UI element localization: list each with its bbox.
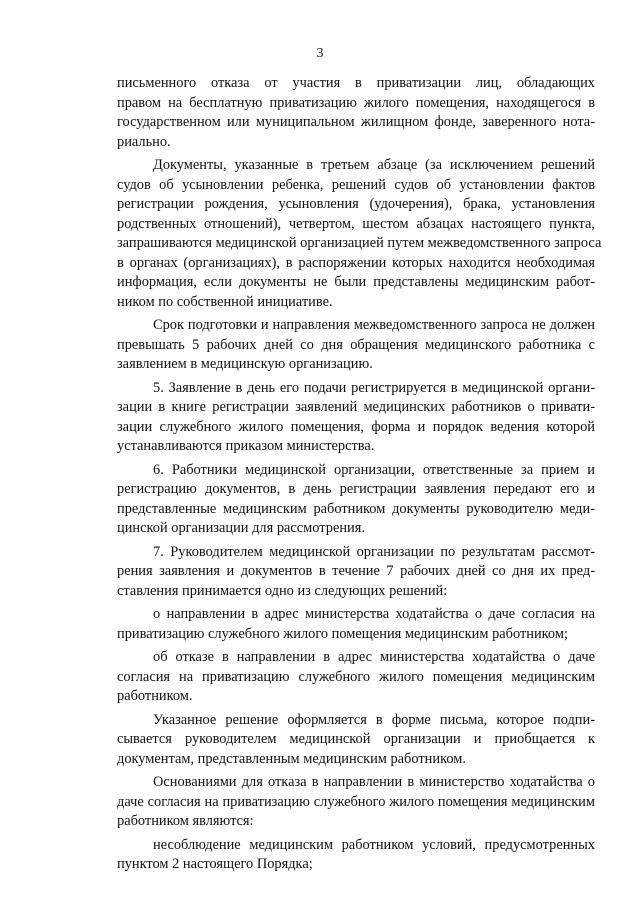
text-line: государственном или муниципальном жилищном фонде, заверенного нота-: [117, 114, 595, 130]
text-line: Документы, указанные в третьем абзаце (за исключением решений: [153, 157, 595, 173]
text-line: об отказе в направлении в адрес министерства ходатайства о даче: [153, 649, 595, 665]
text-line: согласия на приватизацию служебного жилого помещения медицинским: [117, 668, 595, 685]
text-line: зации служебного жилого помещения, форма и порядок ведения которой: [117, 418, 595, 435]
page-number: 3: [316, 46, 324, 61]
paragraph: [117, 711, 595, 770]
text-line: несоблюдение медицинским работником условий, предусмотренных: [153, 836, 595, 853]
text-line: цинской организации для рассмотрения.: [117, 520, 365, 536]
text-line: письменного отказа от участия в приватизации лиц, обладающих: [117, 75, 595, 91]
text-line: судов об усыновлении ребенка, решений судов об установлении фактов: [117, 176, 595, 193]
text-line: 7. Руководителем медицинской организации по результатам рассмот-: [153, 543, 595, 560]
text-line: 6. Работники медицинской организации, ответственные за прием и: [153, 461, 595, 478]
text-line: ставления принимается одно из следующих решений:: [117, 582, 448, 599]
text-line: рения заявления и документов в течение 7 рабочих дней со дня их пред-: [117, 563, 595, 579]
paragraph: [117, 316, 595, 375]
paragraph: [117, 543, 595, 602]
text-line: Указанное решение оформляется в форме письма, которое подпи-: [153, 711, 595, 728]
text-line: риально.: [117, 133, 171, 150]
text-line: работником.: [117, 688, 193, 704]
text-line: представленные медицинским работником документы руководителю меди-: [117, 500, 595, 517]
text-line: Срок подготовки и направления межведомственного запроса не должен: [153, 317, 595, 333]
paragraph: [117, 156, 602, 312]
paragraph: [117, 74, 595, 152]
text-line: родственных отношений), четвертом, шестом абзацах настоящего пункта,: [117, 215, 595, 232]
text-line: заявлением в медицинскую организацию.: [117, 356, 373, 372]
text-line: даче согласия на приватизацию служебного жилого помещения медицинским: [117, 793, 595, 810]
text-line: ником по собственной инициативе.: [117, 293, 333, 310]
text-line: регистрацию документов, в день регистрации заявления передают его и: [117, 481, 595, 497]
text-line: Основаниями для отказа в направлении в министерство ходатайства о: [153, 774, 595, 790]
text-line: 5. Заявление в день его подачи регистрируется в медицинской органи-: [153, 379, 595, 396]
text-line: приватизацию служебного жилого помещения медицинским работником;: [117, 625, 568, 642]
paragraph: [117, 461, 595, 539]
paragraph: [117, 648, 595, 707]
text-line: зации в книге регистрации заявлений медицинских работников о привати-: [117, 399, 595, 415]
paragraph: [117, 379, 595, 457]
text-line: регистрации рождения, усыновления (удочерения), брака, установления: [117, 196, 595, 212]
text-line: работником являются:: [117, 813, 254, 829]
text-line: превышать 5 рабочих дней со дня обращения медицинского работника с: [117, 336, 595, 353]
text-line: пунктом 2 настоящего Порядка;: [117, 856, 313, 872]
text-line: устанавливаются приказом министерства.: [117, 438, 375, 454]
document-body: [117, 74, 602, 879]
text-line: информация, если документы не были представлены медицинским работ-: [117, 274, 595, 290]
text-line: в органах (организациях), в распоряжении которых находится необходимая: [117, 254, 595, 271]
text-line: о направлении в адрес министерства ходатайства о даче согласия на: [153, 606, 595, 622]
paragraph: [117, 605, 595, 644]
text-line: документам, представленным медицинским работником.: [117, 750, 466, 767]
text-line: сывается руководителем медицинской организации и приобщается к: [117, 731, 595, 747]
text-line: запрашиваются медицинской организацией путем межведомственного запроса: [117, 235, 602, 251]
paragraph: [117, 836, 595, 875]
paragraph: [117, 773, 595, 832]
text-line: правом на бесплатную приватизацию жилого помещения, находящегося в: [117, 94, 595, 111]
